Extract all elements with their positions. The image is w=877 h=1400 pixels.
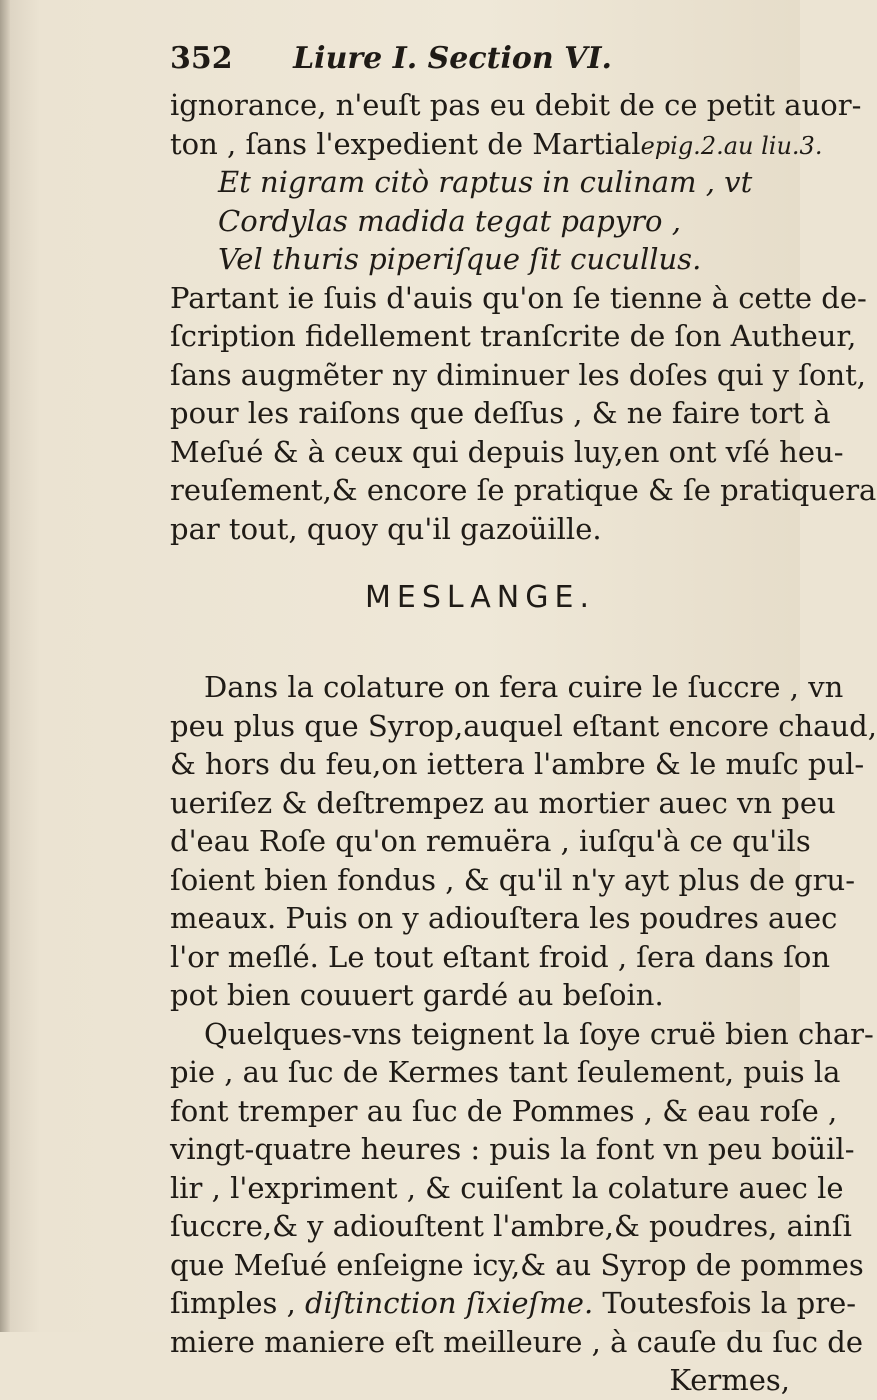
text-line: ſoient bien fondus , & qu'il n'y ayt plus de gru- — [170, 862, 855, 897]
paragraph-4 — [170, 1015, 874, 1362]
catchword: Kermes, — [669, 1363, 790, 1397]
verse-line: Cordylas madida tegat papyro , — [218, 203, 681, 238]
text-line: ueriſez & deſtrempez au mortier auec vn peu — [170, 785, 836, 820]
paragraph-3 — [170, 668, 877, 1015]
text-line: d'eau Roſe qu'on remuëra , iuſqu'à ce qu'ils — [170, 824, 811, 858]
running-header — [170, 40, 790, 86]
text-line: font tremper au ſuc de Pommes , & eau roſe , — [170, 1093, 838, 1128]
page-gutter-shadow — [0, 0, 10, 1332]
text-line: peu plus que Syrop,auquel eſtant encore chaud, — [170, 708, 877, 743]
verse-line: Vel thuris piperiſque ſit cucullus. — [218, 242, 702, 276]
text-line: ſcription fidellement tranſcrite de ſon Autheur, — [170, 319, 857, 353]
text-line: Meſué & à ceux qui depuis luy,en ont vſé heu- — [170, 434, 844, 469]
verse-line: Et nigram citò raptus in culinam , vt — [218, 165, 753, 199]
text-line: & hors du feu,on iettera l'ambre & le muſc pul- — [170, 747, 865, 781]
section-title: MESLANGE. — [365, 580, 595, 615]
text-line: par tout, quoy qu'il gazoüille. — [170, 511, 602, 546]
text-line: lir , l'expriment , & cuiſent la colature auec le — [170, 1170, 844, 1205]
text-line: pot bien couuert gardé au beſoin. — [170, 978, 664, 1012]
spacer — [170, 638, 790, 668]
text-line — [170, 1284, 857, 1323]
citation: diſtinction ſixieſme. — [305, 1286, 594, 1320]
running-title: Liure I. Section VI. — [293, 41, 612, 76]
text-line: Partant ie ſuis d'auis qu'on ſe tienne à cette de- — [170, 280, 867, 315]
text-line: miere maniere eſt meilleure , à cauſe du ſuc de — [170, 1324, 863, 1359]
text-segment: ſimples , — [170, 1286, 306, 1320]
text-line: pie , au ſuc de Kermes tant ſeulement, puis la — [170, 1055, 841, 1089]
text-segment: Toutesfois la pre- — [593, 1286, 857, 1320]
paragraph-1 — [170, 86, 862, 163]
text-line: ſuccre,& y adiouſtent l'ambre,& poudres, ainſi — [170, 1209, 852, 1243]
text-line: Quelques-vns teignent la ſoye cruë bien char- — [204, 1016, 874, 1051]
paragraph-2 — [170, 279, 877, 549]
text-line: Dans la colature on fera cuire le ſuccre , vn — [204, 670, 844, 704]
text-line: pour les raiſons que deſſus , & ne faire tort à — [170, 396, 831, 430]
latin-verse — [170, 163, 790, 279]
page-text — [170, 40, 877, 1400]
text-line: l'or meſlé. Le tout eſtant froid , ſera dans ſon — [170, 939, 831, 974]
text-line — [170, 125, 823, 164]
text-line: ignorance, n'euſt pas eu debit de ce petit auor- — [170, 88, 862, 122]
text-line: reuſement,& encore ſe pratique & ſe pratiquera — [170, 473, 877, 507]
text-line: meaux. Puis on y adiouſtera les poudres auec — [170, 901, 838, 935]
text-line: ſans augmẽter ny diminuer les doſes qui y ſont, — [170, 357, 867, 392]
citation: epig.2.au liu.3. — [640, 131, 823, 160]
text-segment: ton , ſans l'expedient de Martial — [170, 126, 641, 161]
text-line: que Meſué enſeigne icy,& au Syrop de pommes — [170, 1247, 864, 1282]
page-number: 352 — [170, 41, 233, 76]
text-line: vingt-quatre heures : puis la font vn peu boüil- — [170, 1132, 855, 1166]
